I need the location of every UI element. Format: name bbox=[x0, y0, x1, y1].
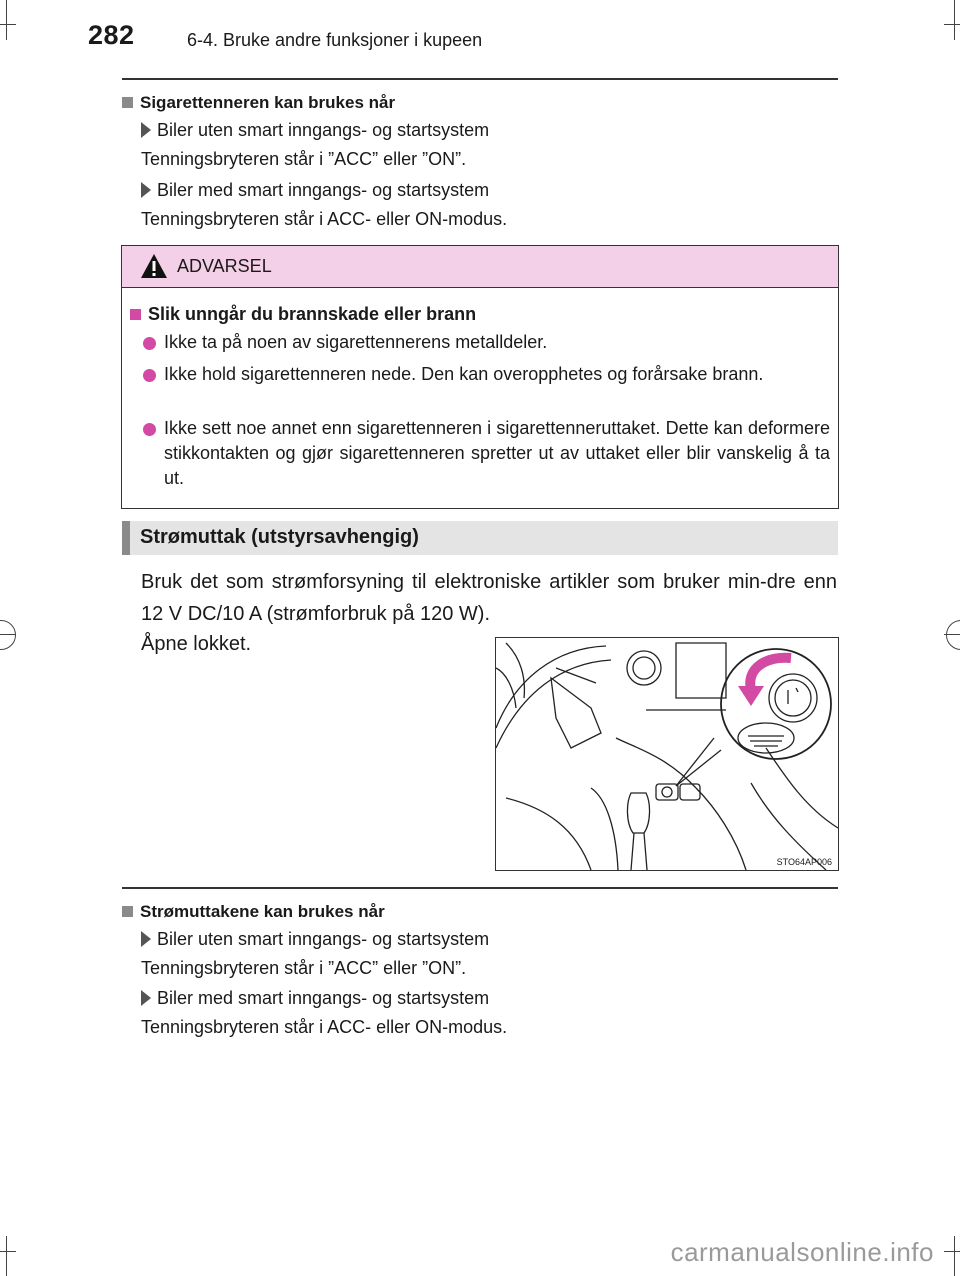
figure-code: STO64AP006 bbox=[776, 857, 832, 867]
power-outlet-illustration bbox=[495, 637, 839, 871]
warning-bullet-1: Ikke ta på noen av sigarettennerens metalldeler. bbox=[164, 332, 548, 352]
chapter-title: 6-4. Bruke andre funksjoner i kupeen bbox=[187, 30, 483, 50]
section-title-bar bbox=[122, 521, 838, 555]
section1-text2: Tenningsbryteren står i ACC- eller ON-modus. bbox=[141, 209, 508, 229]
triangle-arrow-icon bbox=[141, 931, 151, 947]
power-outlet-description: Bruk det som strømforsyning til elektroniske artikler som bruker min-dre enn 12 V DC/10 A (strømforbruk på 120 W). bbox=[141, 571, 837, 625]
triangle-arrow-icon bbox=[141, 990, 151, 1006]
bullet-dot-icon bbox=[143, 423, 156, 436]
warning-title: ADVARSEL bbox=[177, 256, 272, 276]
square-bullet-icon bbox=[130, 309, 141, 320]
section1-item1: Biler uten smart inngangs- og startsystem bbox=[141, 120, 489, 141]
section3-text1: Tenningsbryteren står i ”ACC” eller ”ON”. bbox=[141, 958, 467, 978]
step-open-lid: Åpne lokket. bbox=[141, 633, 252, 655]
section3-item1: Biler uten smart inngangs- og startsystem bbox=[141, 929, 489, 950]
dashboard-outlet-drawing bbox=[496, 638, 838, 870]
warning-header bbox=[122, 246, 838, 288]
section-divider bbox=[122, 887, 838, 889]
section3-text2: Tenningsbryteren står i ACC- eller ON-modus. bbox=[141, 1017, 508, 1037]
square-bullet-icon bbox=[122, 97, 133, 108]
page-number: 282 bbox=[88, 20, 135, 50]
section3-item2: Biler med smart inngangs- og startsystem bbox=[141, 988, 489, 1009]
bullet-dot-icon bbox=[143, 337, 156, 350]
section1-heading: Sigarettenneren kan brukes når bbox=[122, 93, 395, 113]
section-accent bbox=[122, 521, 130, 555]
warning-heading: Slik unngår du brannskade eller brann bbox=[130, 304, 476, 325]
bullet-dot-icon bbox=[143, 369, 156, 382]
warning-bullet-3: Ikke sett noe annet enn sigarettenneren i sigarettenneruttaket. Dette kan deformere stikkontakten og gjør sigarettenneren spretter ut av uttaket eller blir vanskelig å ta ut. bbox=[164, 418, 830, 488]
warning-bullet-2: Ikke hold sigarettenneren nede. Den kan overopphetes og forårsake brann. bbox=[164, 364, 764, 384]
warning-triangle-icon bbox=[140, 253, 168, 279]
section-title: Strømuttak (utstyrsavhengig) bbox=[140, 526, 419, 548]
watermark: carmanualsonline.info bbox=[670, 1237, 934, 1267]
section1-text1: Tenningsbryteren står i ”ACC” eller ”ON”. bbox=[141, 149, 467, 169]
section1-item2: Biler med smart inngangs- og startsystem bbox=[141, 180, 489, 201]
square-bullet-icon bbox=[122, 906, 133, 917]
triangle-arrow-icon bbox=[141, 122, 151, 138]
triangle-arrow-icon bbox=[141, 182, 151, 198]
section3-heading: Strømuttakene kan brukes når bbox=[122, 902, 385, 922]
warning-box bbox=[121, 245, 839, 509]
header-rule bbox=[122, 78, 838, 80]
